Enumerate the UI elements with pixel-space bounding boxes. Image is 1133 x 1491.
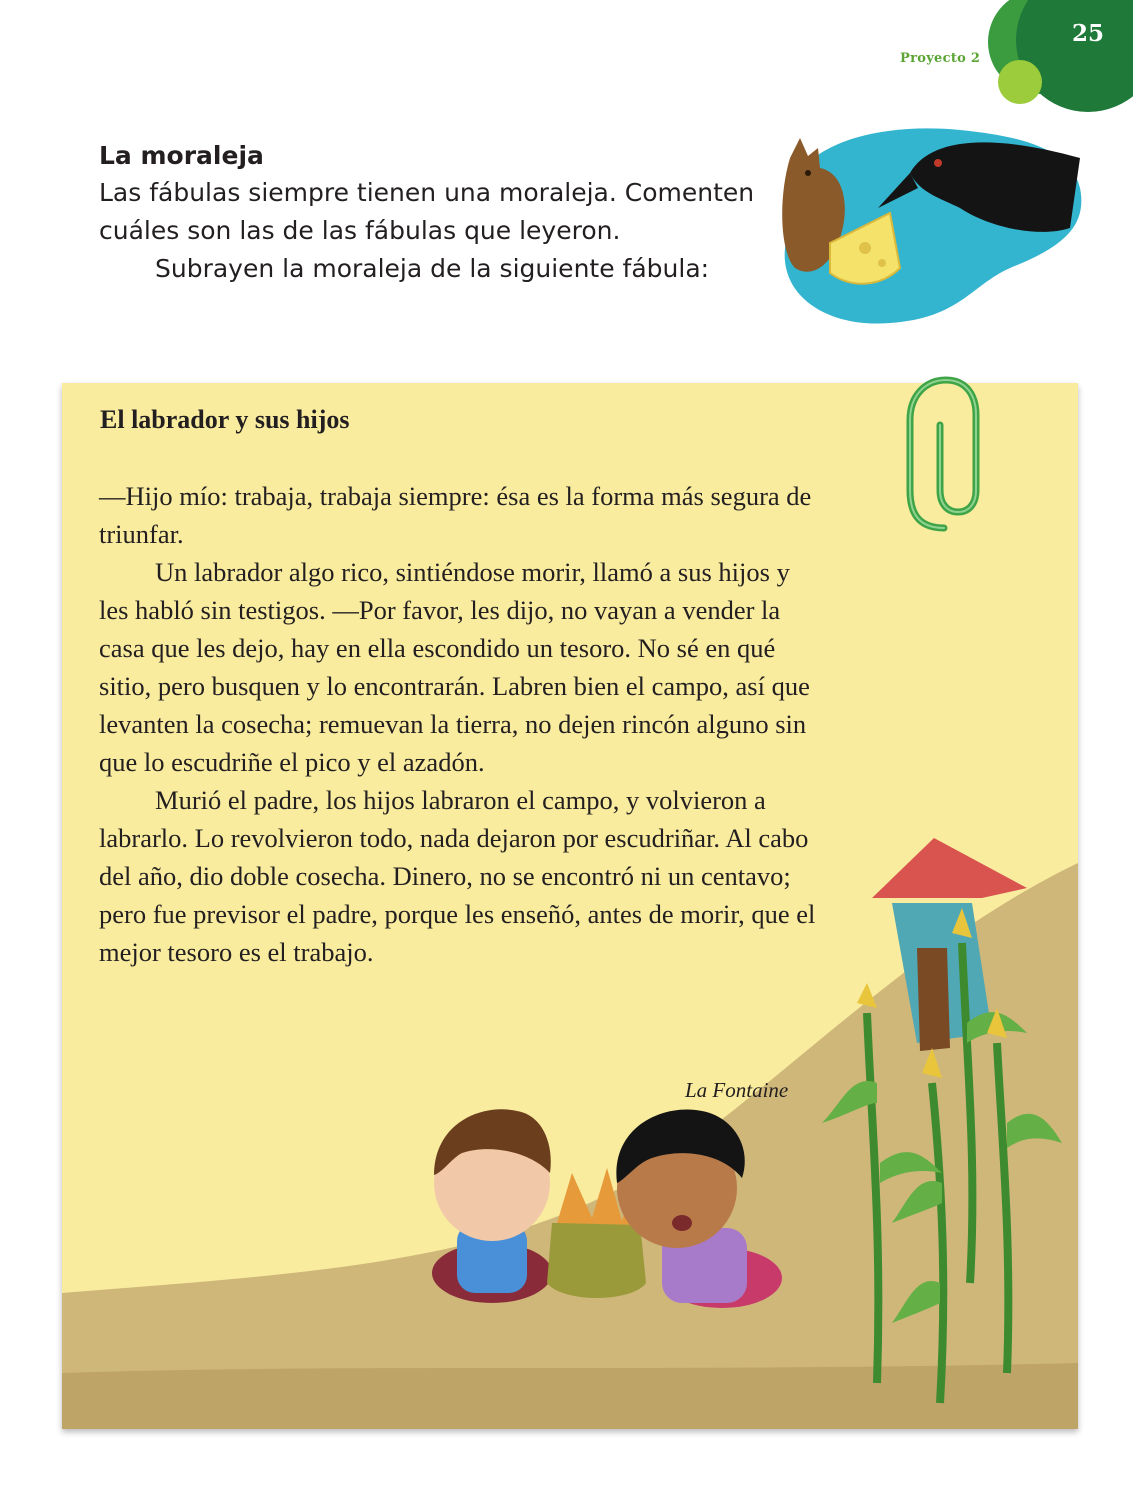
story-author: La Fontaine	[685, 1078, 789, 1102]
intro-instruction: Subrayen la moraleja de la siguiente fábula:	[155, 254, 710, 283]
story-paragraph: Murió el padre, los hijos labraron el campo, y volvieron a labrarlo. Lo revolvieron todo, nada dejaron por escudriñar. Al cabo del año, dio doble cosecha. Dinero, no se encontró ni un centavo; pero fue previsor el padre, porque les enseñó, antes de morir, que el mejor tesoro es el trabajo.	[99, 785, 816, 967]
page-number: 25	[1072, 20, 1105, 47]
intro-section	[99, 138, 779, 288]
badge-circle-light	[998, 60, 1042, 104]
story-paragraph: —Hijo mío: trabaja, trabaja siempre: ésa es la forma más segura de triunfar.	[99, 481, 812, 549]
story-title: El labrador y sus hijos	[100, 405, 350, 434]
section-label: Proyecto 2	[900, 51, 981, 66]
fox-and-crow-illustration	[770, 118, 1090, 330]
story-body	[99, 477, 819, 971]
intro-paragraph: Las fábulas siempre tienen una moraleja. Comenten cuáles son las de las fábulas que leyeron.	[99, 178, 755, 245]
intro-heading: La moraleja	[99, 141, 264, 170]
paperclip-icon	[896, 370, 986, 540]
story-paragraph: Un labrador algo rico, sintiéndose morir, llamó a sus hijos y les habló sin testigos. —Por favor, les dijo, no vayan a vender la casa que les dejo, hay en ella escondido un tesoro. No sé en qué sitio, pero busquen y lo encontrarán. Labren bien el campo, así que levanten la cosecha; remuevan la tierra, no dejen rincón alguno sin que lo escudriñe el pico y el azadón.	[99, 557, 810, 777]
